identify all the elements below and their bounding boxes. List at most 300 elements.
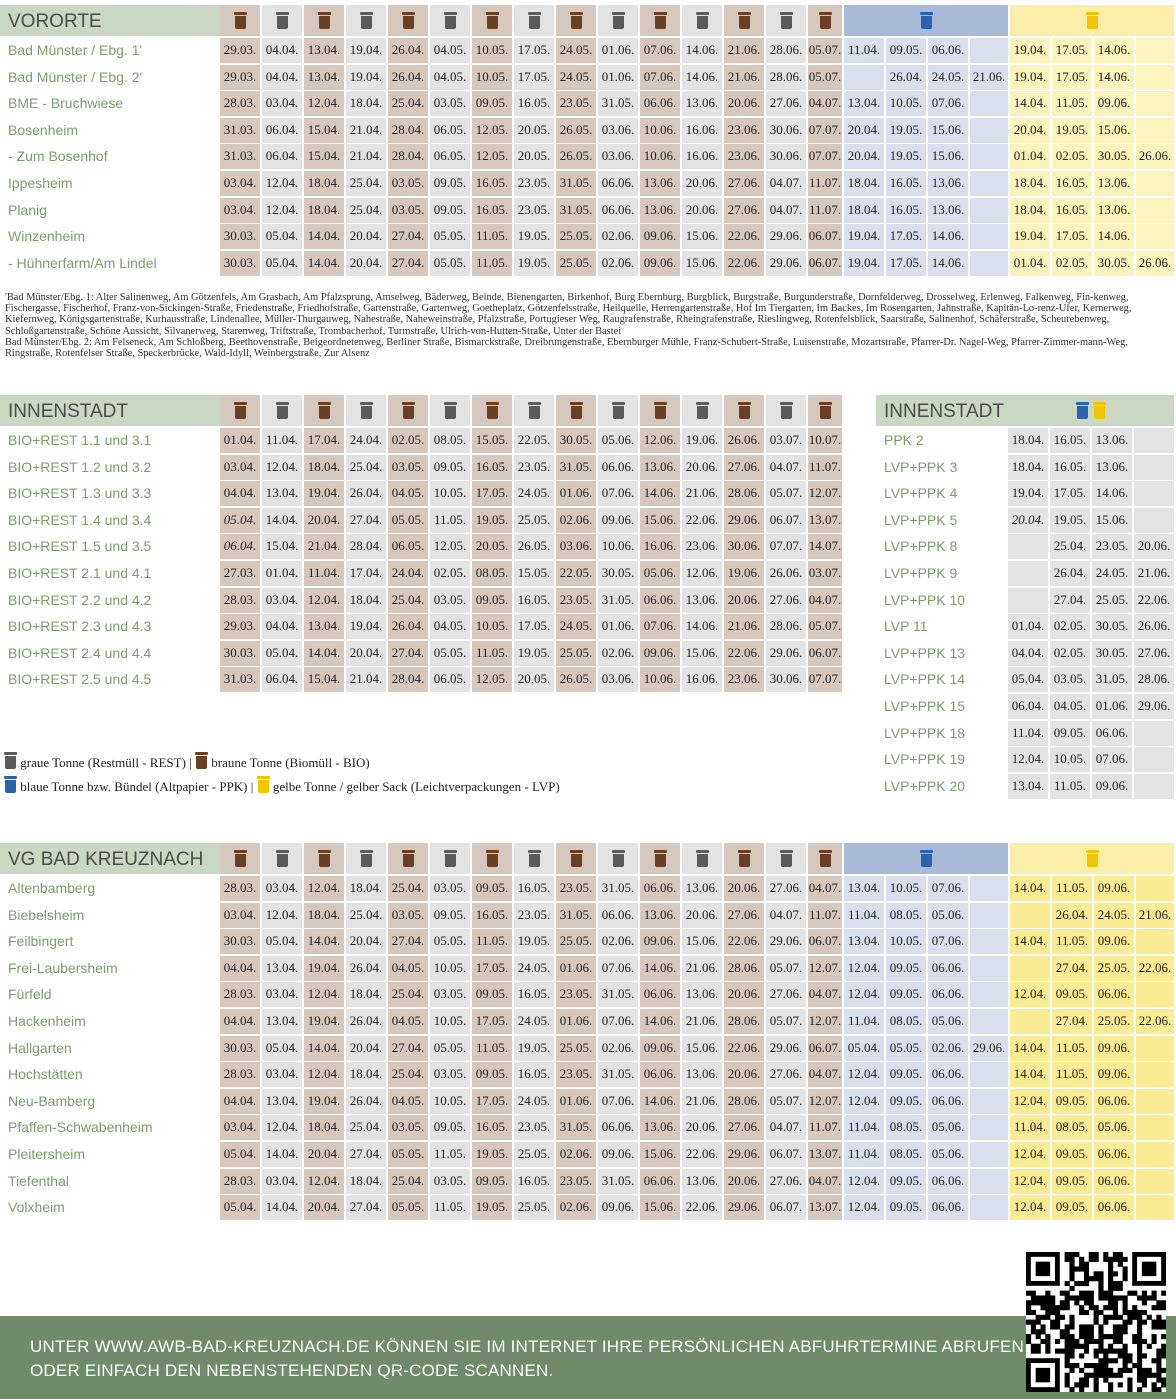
- location-name: Frei-Laubersheim: [8, 959, 118, 976]
- brown-date-cell: 01.06.: [556, 481, 598, 506]
- brown-date-cell: 28.03.: [220, 982, 262, 1007]
- ppk-date-cell: [1134, 721, 1176, 746]
- bin-header-cell: [640, 395, 682, 426]
- brown-date-cell: 25.04.: [388, 982, 430, 1007]
- vororte-row: [0, 171, 1176, 196]
- grey-date-cell: 28.06.: [766, 614, 808, 639]
- grey-date-cell: 07.06.: [598, 1009, 640, 1034]
- grey-date-cell: 19.06.: [682, 428, 724, 453]
- brown-date-cell: 25.04.: [388, 588, 430, 613]
- ppk-date-cell: 09.06.: [1092, 774, 1134, 799]
- grey-date-cell: 05.07.: [766, 481, 808, 506]
- ppk-date-cell: [1134, 508, 1176, 533]
- brown-date-cell: 13.07.: [808, 508, 844, 533]
- brown-date-cell: 04.07.: [808, 588, 844, 613]
- blue-date-cell: 09.05.: [886, 38, 928, 63]
- innenstadt-ppk-title: INNENSTADT: [876, 395, 1008, 426]
- ppk-district-name: LVP+PPK 19: [884, 751, 966, 768]
- brown-date-cell: 09.05.: [472, 1062, 514, 1087]
- grey-date-cell: 25.04.: [346, 198, 388, 223]
- grey-date-cell: 05.07.: [766, 1089, 808, 1114]
- legend-blue-label: blaue Tonne bzw. Bündel (Altpapier - PPK): [20, 779, 248, 794]
- brown-date-cell: 04.07.: [808, 91, 844, 116]
- brown-date-cell: 21.04.: [304, 534, 346, 559]
- brown-date-cell: 20.04.: [304, 1195, 346, 1220]
- brown-date-cell: 12.05.: [472, 144, 514, 169]
- brown-date-cell: 03.06.: [556, 534, 598, 559]
- ppk-date-cell: 28.06.: [1134, 667, 1176, 692]
- grey-date-cell: 10.05.: [430, 481, 472, 506]
- brown-date-cell: 15.06.: [640, 1142, 682, 1167]
- bin-header-cell: [346, 5, 388, 36]
- brown-date-cell: 06.06.: [640, 91, 682, 116]
- brown-date-cell: 11.05.: [472, 929, 514, 954]
- location-name: BIO+REST 2.5 und 4.5: [8, 671, 152, 688]
- blue-date-cell: 08.05.: [886, 1115, 928, 1140]
- grey-date-cell: 21.04.: [346, 144, 388, 169]
- brown-date-cell: 06.07.: [808, 1036, 844, 1061]
- blue-date-cell: 20.04.: [844, 144, 886, 169]
- brown-date-cell: 27.04.: [388, 1036, 430, 1061]
- grey-date-cell: 14.04.: [262, 508, 304, 533]
- yellow-date-cell: [1136, 171, 1176, 196]
- bin-header-cell: [598, 843, 640, 874]
- innenstadt-ppk-row: [876, 747, 1176, 772]
- yellow-date-cell: 09.06.: [1094, 929, 1136, 954]
- grey-bin-icon: [360, 12, 373, 29]
- brown-date-cell: 02.06.: [556, 1195, 598, 1220]
- brown-date-cell: 01.04.: [220, 428, 262, 453]
- ppk-district-name: LVP+PPK 18: [884, 724, 966, 741]
- brown-date-cell: 27.03.: [220, 561, 262, 586]
- brown-date-cell: 31.05.: [556, 171, 598, 196]
- vg-title: VG BAD KREUZNACH: [0, 843, 220, 874]
- blue-date-cell: 15.06.: [928, 118, 970, 143]
- ppk-date-cell: 19.04.: [1008, 481, 1050, 506]
- innenstadt-ppk-row: [876, 481, 1176, 506]
- yellow-date-cell: 11.05.: [1052, 1036, 1094, 1061]
- grey-date-cell: 30.05.: [598, 561, 640, 586]
- brown-date-cell: 17.05.: [472, 481, 514, 506]
- brown-bin-icon: [738, 12, 751, 29]
- grey-date-cell: 09.06.: [598, 1142, 640, 1167]
- blue-date-cell: 18.04.: [844, 198, 886, 223]
- location-name: Neu-Bamberg: [8, 1092, 96, 1109]
- blue-date-cell: 11.04.: [844, 1142, 886, 1167]
- grey-date-cell: 06.05.: [430, 144, 472, 169]
- ppk-date-cell: 22.06.: [1134, 588, 1176, 613]
- brown-date-cell: 17.05.: [472, 1009, 514, 1034]
- vororte-row: [0, 65, 1176, 90]
- grey-date-cell: 21.06.: [682, 1009, 724, 1034]
- blue-date-cell: 05.04.: [844, 1036, 886, 1061]
- brown-date-cell: 13.07.: [808, 1195, 844, 1220]
- blue-bin-icon: [1076, 402, 1089, 419]
- yellow-date-cell: 09.06.: [1094, 876, 1136, 901]
- grey-date-cell: 21.04.: [346, 118, 388, 143]
- vg-row: [0, 1089, 1176, 1114]
- bin-header-cell: [808, 843, 844, 874]
- blue-date-cell: 07.06.: [928, 929, 970, 954]
- brown-date-cell: 31.05.: [556, 903, 598, 928]
- grey-date-cell: 20.04.: [346, 929, 388, 954]
- innenstadt-ppk-row: [876, 561, 1176, 586]
- grey-date-cell: 14.06.: [682, 38, 724, 63]
- brown-date-cell: 13.04.: [304, 38, 346, 63]
- bin-header-cell: [682, 843, 724, 874]
- ppk-date-cell: 01.04.: [1008, 614, 1050, 639]
- yellow-bin-icon: [1086, 850, 1099, 867]
- grey-bin-icon: [780, 402, 793, 419]
- brown-date-cell: 22.06.: [724, 224, 766, 249]
- yellow-date-cell: 17.05.: [1052, 224, 1094, 249]
- grey-date-cell: 03.05.: [430, 1062, 472, 1087]
- blue-date-cell: 12.04.: [844, 1062, 886, 1087]
- yellow-date-cell: 30.05.: [1094, 251, 1136, 276]
- brown-date-cell: 25.05.: [556, 929, 598, 954]
- grey-date-cell: 03.07.: [766, 428, 808, 453]
- grey-date-cell: 02.06.: [598, 224, 640, 249]
- brown-date-cell: 06.07.: [808, 224, 844, 249]
- grey-date-cell: 05.05.: [430, 224, 472, 249]
- location-name: BIO+REST 1.2 und 3.2: [8, 458, 152, 475]
- qr-code[interactable]: [1026, 1252, 1166, 1392]
- grey-date-cell: 03.04.: [262, 1062, 304, 1087]
- brown-date-cell: 12.07.: [808, 956, 844, 981]
- grey-date-cell: 09.05.: [430, 198, 472, 223]
- grey-date-cell: 20.04.: [346, 641, 388, 666]
- ppk-date-cell: [1134, 428, 1176, 453]
- grey-bin-icon: [4, 752, 17, 769]
- blue-date-cell: 09.05.: [886, 956, 928, 981]
- yellow-date-cell: 12.04.: [1010, 1169, 1052, 1194]
- innenstadt-ppk-row: [876, 694, 1176, 719]
- blue-date-cell: [970, 91, 1010, 116]
- ppk-district-name: LVP+PPK 14: [884, 671, 966, 688]
- grey-date-cell: 20.06.: [682, 903, 724, 928]
- grey-date-cell: 13.06.: [682, 1169, 724, 1194]
- grey-date-cell: 27.06.: [766, 588, 808, 613]
- brown-date-cell: 29.06.: [724, 1142, 766, 1167]
- grey-date-cell: 04.04.: [262, 614, 304, 639]
- yellow-date-cell: 12.04.: [1010, 982, 1052, 1007]
- brown-bin-icon: [486, 850, 499, 867]
- ppk-date-cell: 05.04.: [1008, 667, 1050, 692]
- brown-date-cell: 06.06.: [640, 982, 682, 1007]
- bin-header-cell: [514, 395, 556, 426]
- brown-date-cell: 28.06.: [724, 1009, 766, 1034]
- brown-date-cell: 04.05.: [388, 1089, 430, 1114]
- brown-date-cell: 07.07.: [808, 667, 844, 692]
- yellow-date-cell: 11.04.: [1010, 1115, 1052, 1140]
- vororte-row: [0, 224, 1176, 249]
- brown-date-cell: 16.05.: [472, 903, 514, 928]
- blue-date-cell: 11.04.: [844, 903, 886, 928]
- location-name: Ippesheim: [8, 175, 73, 191]
- grey-date-cell: 16.05.: [514, 1062, 556, 1087]
- grey-date-cell: 05.05.: [430, 1036, 472, 1061]
- grey-date-cell: 28.06.: [766, 38, 808, 63]
- yellow-date-cell: 02.05.: [1052, 251, 1094, 276]
- ppk-date-cell: 20.04.: [1008, 508, 1050, 533]
- blue-date-cell: 05.06.: [928, 1142, 970, 1167]
- yellow-date-cell: 20.04.: [1010, 118, 1052, 143]
- yellow-date-cell: 21.06.: [1136, 903, 1176, 928]
- ppk-district-name: LVP+PPK 10: [884, 591, 966, 608]
- location-name: Bad Münster / Ebg. 2': [8, 68, 143, 85]
- blue-date-cell: 14.06.: [928, 224, 970, 249]
- ppk-date-cell: [1134, 774, 1176, 799]
- grey-date-cell: 13.06.: [682, 876, 724, 901]
- ppk-date-cell: 19.05.: [1050, 508, 1092, 533]
- brown-date-cell: 12.05.: [472, 667, 514, 692]
- bin-header-cell: [430, 395, 472, 426]
- grey-date-cell: 24.05.: [514, 1009, 556, 1034]
- yellow-date-cell: 14.04.: [1010, 929, 1052, 954]
- blue-date-cell: 06.06.: [928, 956, 970, 981]
- grey-date-cell: 01.06.: [598, 38, 640, 63]
- yellow-date-cell: 16.05.: [1052, 198, 1094, 223]
- ppk-date-cell: 09.05.: [1050, 721, 1092, 746]
- brown-date-cell: 26.05.: [556, 118, 598, 143]
- ppk-date-cell: 13.06.: [1092, 428, 1134, 453]
- brown-date-cell: 20.06.: [724, 1062, 766, 1087]
- ppk-date-cell: 06.04.: [1008, 694, 1050, 719]
- brown-date-cell: 23.05.: [556, 982, 598, 1007]
- grey-date-cell: 06.05.: [430, 667, 472, 692]
- yellow-date-cell: [1136, 198, 1176, 223]
- blue-date-cell: [970, 1142, 1010, 1167]
- innenstadt-ppk-row: [876, 428, 1176, 453]
- brown-date-cell: 31.03.: [220, 144, 262, 169]
- brown-bin-icon: [318, 12, 331, 29]
- grey-date-cell: 03.06.: [598, 118, 640, 143]
- yellow-date-cell: 09.06.: [1094, 1062, 1136, 1087]
- grey-date-cell: 10.06.: [598, 534, 640, 559]
- ppk-date-cell: 01.06.: [1092, 694, 1134, 719]
- brown-date-cell: 11.05.: [472, 224, 514, 249]
- yellow-date-cell: 14.04.: [1010, 91, 1052, 116]
- grey-date-cell: 06.06.: [598, 198, 640, 223]
- brown-date-cell: 11.07.: [808, 1115, 844, 1140]
- yellow-date-cell: 11.05.: [1052, 929, 1094, 954]
- blue-date-cell: 19.04.: [844, 224, 886, 249]
- brown-date-cell: 04.07.: [808, 1062, 844, 1087]
- brown-date-cell: 28.03.: [220, 1062, 262, 1087]
- innenstadt-ppk-header: [876, 395, 1176, 426]
- grey-date-cell: 04.04.: [262, 38, 304, 63]
- grey-date-cell: 24.05.: [514, 956, 556, 981]
- ppk-date-cell: 24.05.: [1092, 561, 1134, 586]
- brown-date-cell: 09.05.: [472, 588, 514, 613]
- grey-bin-icon: [276, 402, 289, 419]
- ppk-date-cell: 02.05.: [1050, 641, 1092, 666]
- ppk-date-cell: [1134, 455, 1176, 480]
- grey-date-cell: 20.05.: [514, 144, 556, 169]
- yellow-date-cell: 09.05.: [1052, 1195, 1094, 1220]
- blue-date-cell: [970, 1115, 1010, 1140]
- grey-date-cell: 03.06.: [598, 667, 640, 692]
- blue-date-cell: 10.05.: [886, 876, 928, 901]
- brown-date-cell: 18.04.: [304, 903, 346, 928]
- brown-date-cell: 09.06.: [640, 641, 682, 666]
- brown-date-cell: 05.05.: [388, 1142, 430, 1167]
- grey-date-cell: 02.06.: [598, 929, 640, 954]
- grey-date-cell: 06.04.: [262, 118, 304, 143]
- brown-date-cell: 06.07.: [808, 929, 844, 954]
- brown-date-cell: 12.05.: [472, 118, 514, 143]
- bin-header-cell: [598, 5, 640, 36]
- ppk-date-cell: 20.06.: [1134, 534, 1176, 559]
- brown-date-cell: 13.06.: [640, 455, 682, 480]
- grey-date-cell: 22.05.: [514, 428, 556, 453]
- blue-date-cell: 09.05.: [886, 1195, 928, 1220]
- banner-line-2: ODER EINFACH DEN NEBENSTEHENDEN QR-CODE SCANNEN.: [30, 1361, 554, 1380]
- brown-date-cell: 21.06.: [724, 38, 766, 63]
- brown-date-cell: 27.06.: [724, 455, 766, 480]
- ppk-date-cell: 04.04.: [1008, 641, 1050, 666]
- brown-date-cell: 01.06.: [556, 1089, 598, 1114]
- brown-date-cell: 25.04.: [388, 91, 430, 116]
- brown-date-cell: 25.05.: [556, 251, 598, 276]
- location-name: Planig: [8, 201, 47, 218]
- yellow-date-cell: 19.04.: [1010, 38, 1052, 63]
- grey-date-cell: 16.05.: [514, 876, 556, 901]
- blue-date-cell: 12.04.: [844, 956, 886, 981]
- brown-date-cell: 16.05.: [472, 198, 514, 223]
- grey-bin-icon: [360, 402, 373, 419]
- brown-date-cell: 06.06.: [640, 1169, 682, 1194]
- blue-date-cell: 12.04.: [844, 1169, 886, 1194]
- grey-date-cell: 03.04.: [262, 982, 304, 1007]
- grey-date-cell: 05.04.: [262, 251, 304, 276]
- legend-line-1: [4, 752, 370, 773]
- blue-header-cell: [844, 5, 1010, 36]
- brown-date-cell: 14.06.: [640, 481, 682, 506]
- brown-date-cell: 13.04.: [304, 614, 346, 639]
- grey-date-cell: 24.05.: [514, 1089, 556, 1114]
- brown-date-cell: 14.06.: [640, 1009, 682, 1034]
- ppk-date-cell: 16.05.: [1050, 428, 1092, 453]
- grey-date-cell: 11.05.: [430, 1195, 472, 1220]
- bin-header-cell: [430, 5, 472, 36]
- grey-date-cell: 06.04.: [262, 667, 304, 692]
- bin-header-cell: [598, 395, 640, 426]
- grey-date-cell: 12.04.: [262, 198, 304, 223]
- blue-date-cell: 05.05.: [886, 1036, 928, 1061]
- brown-bin-icon: [234, 850, 247, 867]
- ppk-date-cell: 03.05.: [1050, 667, 1092, 692]
- bin-header-cell: [304, 395, 346, 426]
- brown-date-cell: 28.03.: [220, 1169, 262, 1194]
- grey-date-cell: 29.06.: [766, 1036, 808, 1061]
- blue-date-cell: 06.06.: [928, 982, 970, 1007]
- yellow-date-cell: 17.05.: [1052, 65, 1094, 90]
- brown-date-cell: 04.05.: [388, 481, 430, 506]
- yellow-date-cell: 14.06.: [1094, 38, 1136, 63]
- ppk-district-name: LVP+PPK 3: [884, 458, 958, 475]
- brown-date-cell: 03.05.: [388, 1115, 430, 1140]
- brown-bin-icon: [654, 12, 667, 29]
- vg-row: [0, 1062, 1176, 1087]
- ppk-district-name: LVP 11: [884, 618, 928, 635]
- blue-date-cell: [970, 1089, 1010, 1114]
- blue-date-cell: 17.05.: [886, 224, 928, 249]
- ppk-date-cell: 02.05.: [1050, 614, 1092, 639]
- grey-date-cell: 27.04.: [346, 1142, 388, 1167]
- grey-date-cell: 03.04.: [262, 588, 304, 613]
- grey-date-cell: 09.06.: [598, 508, 640, 533]
- blue-date-cell: [970, 1009, 1010, 1034]
- blue-date-cell: 20.04.: [844, 118, 886, 143]
- grey-date-cell: 23.05.: [514, 903, 556, 928]
- grey-date-cell: 17.05.: [514, 38, 556, 63]
- brown-date-cell: 30.03.: [220, 1036, 262, 1061]
- ppk-district-name: LVP+PPK 13: [884, 644, 966, 661]
- yellow-date-cell: [1010, 1009, 1052, 1034]
- grey-date-cell: 26.05.: [514, 534, 556, 559]
- grey-date-cell: 07.07.: [766, 534, 808, 559]
- yellow-date-cell: 15.06.: [1094, 118, 1136, 143]
- yellow-date-cell: 22.06.: [1136, 956, 1176, 981]
- brown-date-cell: 30.03.: [220, 929, 262, 954]
- grey-date-cell: 10.05.: [430, 1009, 472, 1034]
- grey-date-cell: 19.05.: [514, 1036, 556, 1061]
- brown-date-cell: 31.05.: [556, 198, 598, 223]
- vg-row: [0, 903, 1176, 928]
- yellow-date-cell: 25.05.: [1094, 956, 1136, 981]
- grey-date-cell: 20.05.: [514, 118, 556, 143]
- grey-date-cell: 02.06.: [598, 641, 640, 666]
- yellow-date-cell: 14.04.: [1010, 1036, 1052, 1061]
- ppk-date-cell: 15.06.: [1092, 508, 1134, 533]
- innenstadt-ppk-row: [876, 774, 1176, 799]
- grey-date-cell: 06.04.: [262, 144, 304, 169]
- yellow-date-cell: 09.06.: [1094, 1036, 1136, 1061]
- location-name: Pleitersheim: [8, 1146, 86, 1162]
- grey-date-cell: 27.04.: [346, 1195, 388, 1220]
- bin-header-cell: [808, 5, 844, 36]
- brown-date-cell: 29.03.: [220, 65, 262, 90]
- grey-date-cell: 20.05.: [514, 667, 556, 692]
- blue-date-cell: 09.05.: [886, 1169, 928, 1194]
- brown-date-cell: 18.04.: [304, 455, 346, 480]
- brown-date-cell: 13.06.: [640, 1115, 682, 1140]
- location-name: BIO+REST 2.3 und 4.3: [8, 618, 152, 635]
- brown-date-cell: 06.06.: [640, 1062, 682, 1087]
- blue-date-cell: [970, 224, 1010, 249]
- brown-date-cell: 28.04.: [388, 667, 430, 692]
- grey-date-cell: 11.05.: [430, 508, 472, 533]
- legend-yellow-label: gelbe Tonne / gelber Sack (Leichtverpackungen - LVP): [272, 779, 560, 794]
- brown-date-cell: 19.04.: [304, 956, 346, 981]
- brown-date-cell: 09.05.: [472, 1169, 514, 1194]
- brown-bin-icon: [570, 402, 583, 419]
- grey-date-cell: 06.06.: [598, 171, 640, 196]
- grey-date-cell: 06.07.: [766, 508, 808, 533]
- bin-header-cell: [388, 5, 430, 36]
- bin-header-cell: [262, 843, 304, 874]
- bin-header-cell: [556, 5, 598, 36]
- bin-header-cell: [766, 843, 808, 874]
- brown-date-cell: 06.05.: [388, 534, 430, 559]
- grey-date-cell: 09.06.: [598, 1195, 640, 1220]
- innenstadt-ppk-row: [876, 455, 1176, 480]
- bin-header-cell: [220, 5, 262, 36]
- brown-date-cell: 09.05.: [472, 91, 514, 116]
- brown-date-cell: 29.06.: [724, 508, 766, 533]
- vororte-row: [0, 144, 1176, 169]
